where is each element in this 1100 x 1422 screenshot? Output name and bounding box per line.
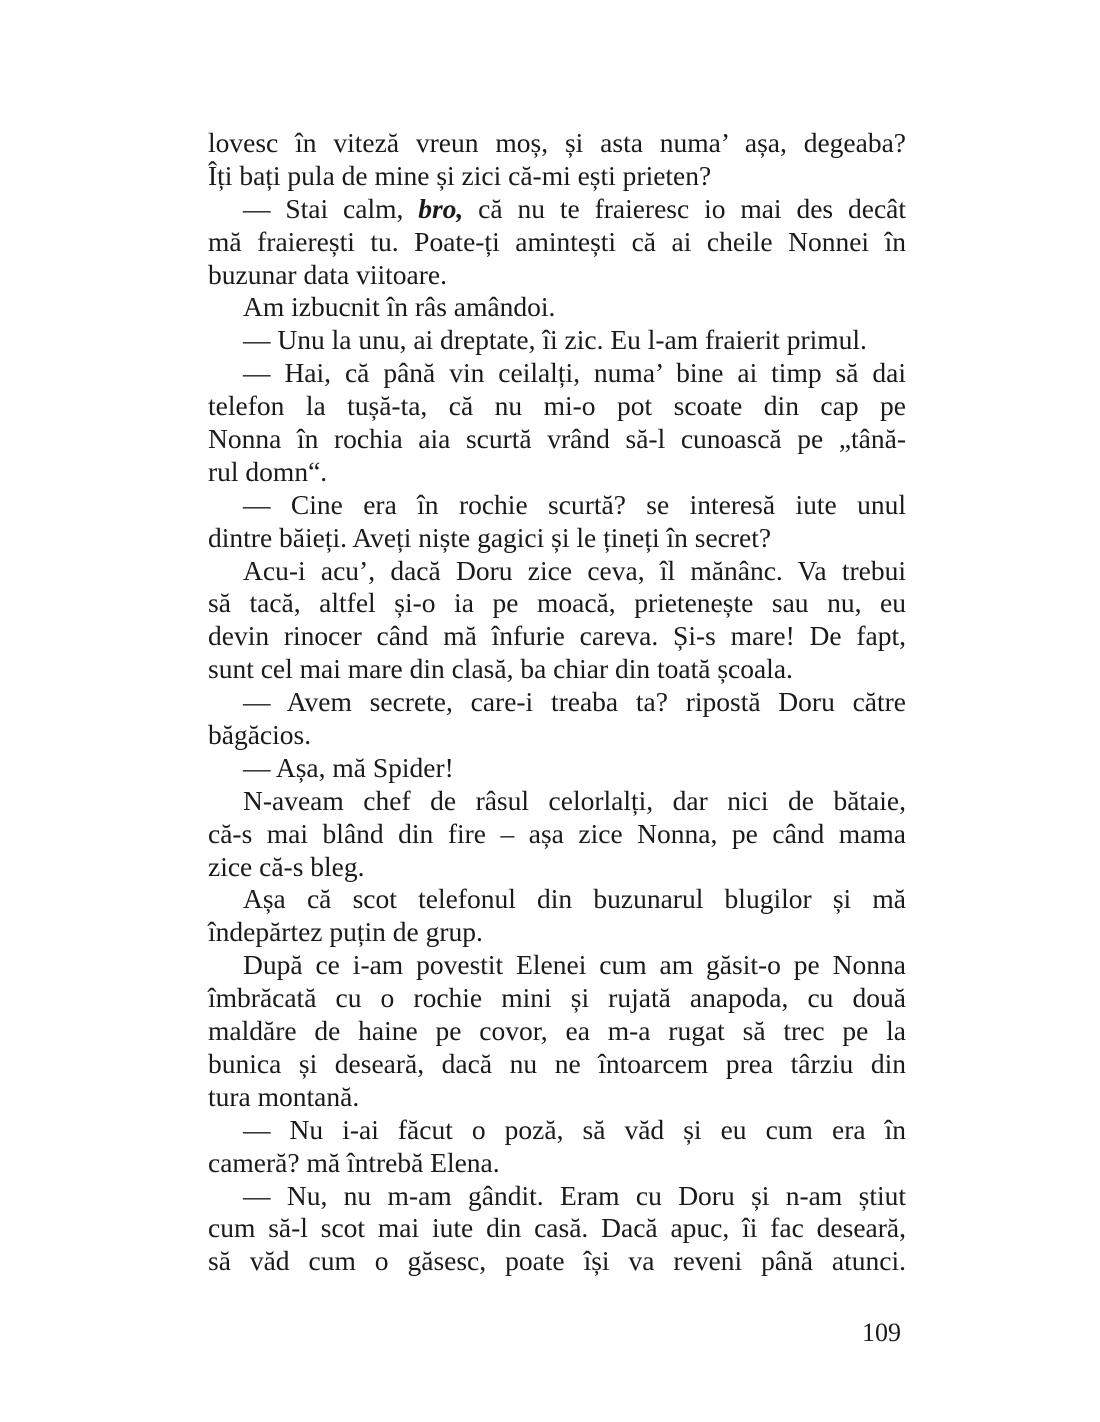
text-segment: tura montană. xyxy=(208,1080,360,1112)
text-line xyxy=(208,160,906,193)
text-line xyxy=(208,1245,906,1278)
text-line xyxy=(208,127,906,160)
text-segment: — Cine era în rochie scurtă? se interesă iute unul xyxy=(243,488,906,520)
text-segment: îndepărtez puțin de grup. xyxy=(208,916,483,948)
text-line xyxy=(208,259,906,292)
text-segment: Acu-i acu’, dacă Doru zice ceva, îl mănânc. Va trebui xyxy=(243,554,906,586)
text-line xyxy=(208,324,906,357)
text-segment: — Avem secrete, care-i treaba ta? ripostă Doru către xyxy=(243,686,906,718)
text-segment: După ce i-am povestit Elenei cum am găsit-o pe Nonna xyxy=(243,949,906,981)
text-segment: N-aveam chef de râsul celorlalți, dar nici de bătaie, xyxy=(243,784,906,816)
text-segment: cameră? mă întrebă Elena. xyxy=(208,1146,500,1178)
text-line xyxy=(208,1048,906,1081)
text-segment: îmbrăcată cu o rochie mini și rujată anapoda, cu două xyxy=(208,982,906,1014)
text-line xyxy=(208,818,906,851)
text-line xyxy=(208,1081,906,1114)
text-segment: Am izbucnit în râs amândoi. xyxy=(243,291,556,323)
text-line xyxy=(208,522,906,555)
text-line xyxy=(208,752,906,785)
text-segment: buzunar data viitoare. xyxy=(208,258,447,290)
text-line xyxy=(208,1114,906,1147)
text-segment: maldăre de haine pe covor, ea m-a rugat să trec pe la xyxy=(208,1015,906,1047)
emphasis-text: bro, xyxy=(418,192,464,224)
text-segment: să tacă, altfel și-o ia pe moacă, prietenește sau nu, eu xyxy=(208,587,906,619)
text-line xyxy=(208,291,906,324)
text-line xyxy=(208,653,906,686)
text-line xyxy=(208,390,906,423)
text-segment: — Unu la unu, ai dreptate, îi zic. Eu l-am fraierit primul. xyxy=(243,324,867,356)
text-segment: — Hai, că până vin ceilalți, numa’ bine ai timp să dai xyxy=(243,357,906,389)
text-line xyxy=(208,719,906,752)
text-segment: — Așa, mă Spider! xyxy=(243,751,454,783)
text-segment: Îți bați pula de mine și zici că-mi ești prieten? xyxy=(208,159,712,191)
text-segment: Nonna în rochia aia scurtă vrând să-l cunoască pe „tână- xyxy=(208,423,906,455)
text-segment: cum să-l scot mai iute din casă. Dacă apuc, îi fac deseară, xyxy=(208,1212,906,1244)
text-line xyxy=(208,785,906,818)
text-line xyxy=(208,851,906,884)
text-segment: sunt cel mai mare din clasă, ba chiar din toată școala. xyxy=(208,653,793,685)
text-line xyxy=(208,620,906,653)
body-text xyxy=(208,127,906,1278)
text-segment: dintre băieți. Aveți niște gagici și le țineți în secret? xyxy=(208,521,772,553)
text-segment: — Stai calm, xyxy=(243,192,419,224)
text-line xyxy=(208,357,906,390)
text-line xyxy=(208,555,906,588)
text-line xyxy=(208,1180,906,1213)
text-segment: lovesc în viteză vreun moș, și asta numa’ așa, degeaba? xyxy=(208,127,906,158)
text-line xyxy=(208,686,906,719)
text-segment: telefon la tușă-ta, că nu mi-o pot scoate din cap pe xyxy=(208,390,906,422)
text-line xyxy=(208,423,906,456)
text-line xyxy=(208,949,906,982)
text-line xyxy=(208,1015,906,1048)
text-segment: — Nu i-ai făcut o poză, să văd și eu cum era în xyxy=(243,1113,906,1145)
text-line xyxy=(208,916,906,949)
text-segment: mă fraierești tu. Poate-ți amintești că ai cheile Nonnei în xyxy=(208,225,906,257)
text-line xyxy=(208,1147,906,1180)
text-line xyxy=(208,883,906,916)
text-segment: băgăcios. xyxy=(208,719,312,751)
text-line xyxy=(208,226,906,259)
text-line xyxy=(208,193,906,226)
text-segment: bunica și deseară, dacă nu ne întoarcem prea târziu din xyxy=(208,1047,906,1079)
text-line xyxy=(208,587,906,620)
text-line xyxy=(208,982,906,1015)
page-number: 109 xyxy=(862,1318,901,1347)
text-line xyxy=(208,456,906,489)
text-segment: rul domn“. xyxy=(208,455,328,487)
text-segment: zice că-s bleg. xyxy=(208,850,365,882)
text-segment: că-s mai blând din fire – așa zice Nonna, pe când mama xyxy=(208,817,906,849)
text-segment: — Nu, nu m-am gândit. Eram cu Doru și n-am știut xyxy=(243,1179,906,1211)
text-segment: să văd cum o găsesc, poate își va reveni până atunci. xyxy=(208,1245,906,1277)
text-segment: devin rinocer când mă înfurie careva. Și-s mare! De fapt, xyxy=(208,620,906,652)
text-segment: că nu te fraieresc io mai des decât xyxy=(463,192,906,224)
text-line xyxy=(208,1212,906,1245)
text-line xyxy=(208,489,906,522)
text-segment: Așa că scot telefonul din buzunarul blugilor și mă xyxy=(243,883,906,915)
